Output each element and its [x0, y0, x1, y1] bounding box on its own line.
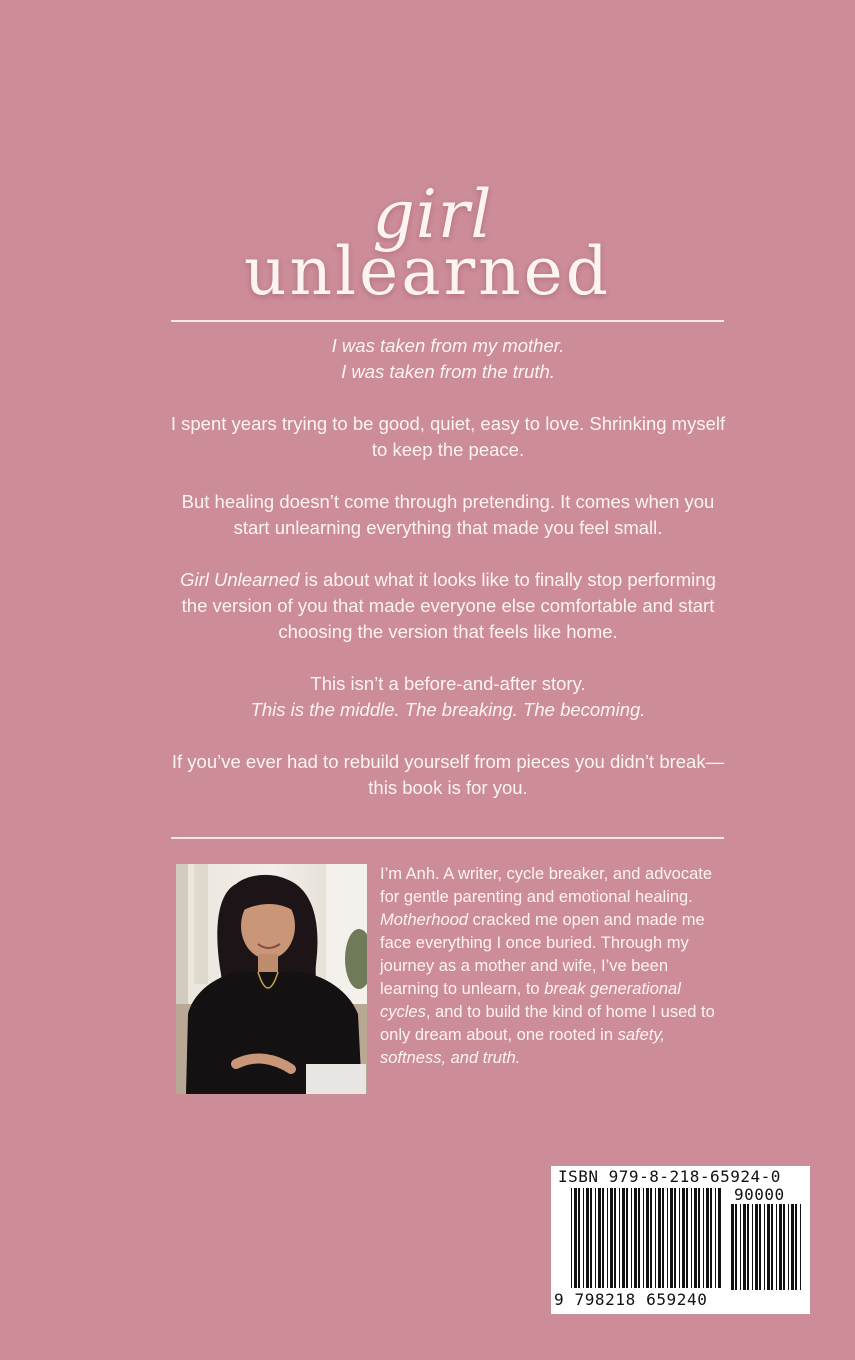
barcode-bar [783, 1204, 785, 1290]
barcode-bar [598, 1188, 601, 1288]
barcode-bar [634, 1188, 637, 1288]
barcode-bar [795, 1204, 797, 1290]
barcode-bar [800, 1204, 801, 1290]
barcode-bar [674, 1188, 676, 1288]
barcode-bar [614, 1188, 616, 1288]
barcode-bar [776, 1204, 777, 1290]
barcode-bar [791, 1204, 794, 1290]
blurb-paragraph-5 [168, 671, 728, 723]
bio-emphasis: safety, softness, and truth. [380, 1026, 665, 1067]
blurb-paragraph-1 [168, 333, 728, 385]
barcode-bar [595, 1188, 596, 1288]
barcode-bar [767, 1204, 770, 1290]
barcode-bar [643, 1188, 644, 1288]
blurb-paragraph-4 [168, 567, 728, 645]
book-title-inline: Girl Unlearned [180, 569, 300, 590]
barcode-bar [759, 1204, 761, 1290]
barcode-bar [578, 1188, 580, 1288]
bio-emphasis: Motherhood [380, 911, 469, 929]
barcode-bar [626, 1188, 628, 1288]
bio-text: , and to build the kind of home I used to only dream about, one rooted in [380, 1003, 715, 1044]
barcode-bar [607, 1188, 608, 1288]
barcode-bar [686, 1188, 688, 1288]
title-line-unlearned: unlearned [244, 233, 611, 310]
barcode-bar [755, 1204, 758, 1290]
blurb-line: This isn’t a before-and-after story. [310, 673, 586, 694]
isbn-barcode [551, 1166, 810, 1314]
barcode-bar [619, 1188, 620, 1288]
title-line-girl: girl [372, 176, 493, 253]
barcode-bar [706, 1188, 709, 1288]
barcode-bar [590, 1188, 592, 1288]
barcode-bar [718, 1188, 721, 1288]
back-cover-blurb [168, 333, 728, 801]
author-photo-illustration [176, 864, 367, 1094]
author-bio [380, 863, 730, 1070]
price-code: 90000 [734, 1185, 785, 1204]
barcode-bar [731, 1204, 734, 1290]
barcode-bar [764, 1204, 765, 1290]
barcode-bar [667, 1188, 668, 1288]
barcode-bar [571, 1188, 572, 1288]
bio-text: cracked me open and made me face everything I once buried. Through my journey as a mother and wife, I’ve been learning to unlearn, to [380, 911, 705, 998]
bottom-divider [171, 837, 724, 839]
ean-digits: 9 798218 659240 [554, 1290, 708, 1309]
barcode-bar [771, 1204, 773, 1290]
barcode-bar [655, 1188, 656, 1288]
barcode-bar [610, 1188, 613, 1288]
blurb-paragraph-6: If you’ve ever had to rebuild yourself from pieces you didn’t break—this book is for you. [171, 751, 725, 798]
barcode-bar [602, 1188, 604, 1288]
barcode-bar [743, 1204, 746, 1290]
book-title [0, 176, 855, 310]
blurb-line: I was taken from the truth. [341, 361, 555, 382]
barcode-bar [638, 1188, 640, 1288]
barcode-bar [788, 1204, 789, 1290]
blurb-paragraph-3: But healing doesn’t come through pretending. It comes when you start unlearning everything that made you feel small. [181, 491, 715, 538]
barcode-bar [691, 1188, 692, 1288]
barcode-bar [682, 1188, 685, 1288]
blurb-text: is about what it looks like to finally stop performing the version of you that made everyone else comfortable and start choosing the version that feels like home. [181, 569, 716, 642]
isbn-label: ISBN 979-8-218-65924-0 [558, 1167, 781, 1186]
barcode-bar [752, 1204, 753, 1290]
top-divider [171, 320, 724, 322]
barcode-bar [631, 1188, 632, 1288]
barcode-bar [735, 1204, 737, 1290]
bio-text: I’m Anh. A writer, cycle breaker, and advocate for gentle parenting and emotional healing. [380, 865, 713, 906]
barcode-bar [779, 1204, 782, 1290]
barcode-bar [574, 1188, 577, 1288]
author-photo [176, 864, 367, 1094]
barcode-bar [747, 1204, 749, 1290]
barcode-bar [710, 1188, 712, 1288]
barcode-bar [740, 1204, 741, 1290]
barcode-bar [583, 1188, 584, 1288]
barcode-bar [703, 1188, 704, 1288]
barcode-bar [650, 1188, 652, 1288]
barcode-bar [586, 1188, 589, 1288]
barcode-bar [694, 1188, 697, 1288]
barcode-bar [715, 1188, 716, 1288]
blurb-line: This is the middle. The breaking. The becoming. [250, 699, 646, 720]
blurb-paragraph-2: I spent years trying to be good, quiet, easy to love. Shrinking myself to keep the peace. [170, 413, 726, 460]
blurb-line: I was taken from my mother. [331, 335, 565, 356]
barcode-bar [622, 1188, 625, 1288]
bio-emphasis: break generational cycles [380, 980, 681, 1021]
barcode-bar [679, 1188, 680, 1288]
barcode-bar [662, 1188, 664, 1288]
barcode-bar [670, 1188, 673, 1288]
barcode-bar [658, 1188, 661, 1288]
barcode-bar [698, 1188, 700, 1288]
barcode-bar [646, 1188, 649, 1288]
